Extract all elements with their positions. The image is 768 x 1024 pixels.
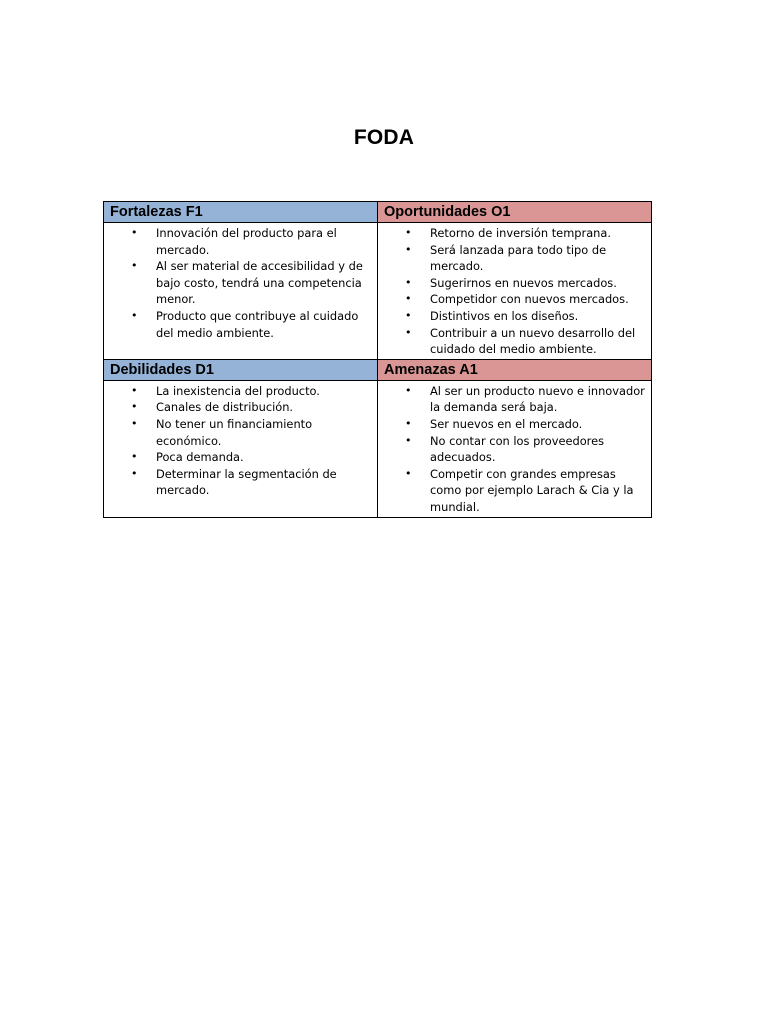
bullet-icon: • — [131, 383, 138, 397]
fortalezas-cell — [104, 223, 378, 360]
fortalezas-list — [104, 223, 377, 342]
bullet-icon: • — [131, 450, 138, 464]
bullet-icon: • — [405, 325, 412, 339]
bullet-icon: • — [405, 226, 412, 239]
bullet-icon: • — [131, 416, 138, 430]
bullet-icon: • — [405, 292, 412, 306]
bullet-icon: • — [131, 226, 138, 239]
content-row-bottom — [104, 380, 652, 517]
bullet-icon: • — [405, 383, 412, 397]
list-item: • La inexistencia del producto. — [131, 383, 320, 398]
oportunidades-list — [378, 223, 651, 359]
header-row-top — [104, 202, 652, 223]
bullet-icon: • — [131, 308, 138, 322]
list-item: • Canales de distribución. — [131, 400, 294, 415]
oportunidades-cell — [378, 223, 652, 360]
debilidades-heading: Debilidades D1 — [104, 359, 378, 380]
list-item: • Innovación del producto para el mercado. — [131, 226, 337, 257]
bullet-icon: • — [131, 466, 138, 480]
list-item: • Ser nuevos en el mercado. — [405, 416, 583, 431]
list-item: • No tener un financiamiento económico. — [131, 416, 313, 448]
list-item: • Al ser material de accesibilidad y de bajo costo, tendrá una competencia menor. — [131, 259, 363, 307]
list-item: • Distintivos en los diseños. — [405, 308, 579, 323]
oportunidades-heading: Oportunidades O1 — [378, 202, 652, 223]
bullet-icon: • — [405, 416, 412, 430]
list-item: • Contribuir a un nuevo desarrollo del cuidado del medio ambiente. — [405, 325, 636, 357]
list-item: • Sugerirnos en nuevos mercados. — [405, 275, 617, 290]
debilidades-cell — [104, 380, 378, 517]
list-item: • Determinar la segmentación de mercado. — [131, 466, 337, 498]
list-item: • Retorno de inversión temprana. — [405, 226, 612, 240]
list-item: • Poca demanda. — [131, 450, 244, 465]
list-item: • No contar con los proveedores adecuados. — [405, 433, 605, 465]
page-title: FODA — [353, 126, 415, 149]
list-item: • Producto que contribuye al cuidado del medio ambiente. — [131, 308, 359, 340]
amenazas-list — [378, 381, 651, 517]
amenazas-cell — [378, 380, 652, 517]
list-item: • Al ser un producto nuevo e innovador la demanda será baja. — [405, 383, 645, 415]
list-item: • Competir con grandes empresas como por ejemplo Larach & Cia y la mundial. — [405, 466, 634, 514]
foda-table — [103, 201, 652, 518]
fortalezas-heading: Fortalezas F1 — [104, 202, 378, 223]
list-item: • Será lanzada para todo tipo de mercado. — [405, 242, 607, 274]
bullet-icon: • — [405, 433, 412, 447]
bullet-icon: • — [405, 308, 412, 322]
bullet-icon: • — [405, 242, 412, 256]
debilidades-list — [104, 381, 377, 500]
list-item: • Competidor con nuevos mercados. — [405, 292, 629, 307]
header-row-bottom — [104, 359, 652, 380]
content-row-top — [104, 223, 652, 360]
amenazas-heading: Amenazas A1 — [378, 359, 652, 380]
bullet-icon: • — [131, 400, 138, 414]
bullet-icon: • — [405, 275, 412, 289]
bullet-icon: • — [405, 466, 412, 480]
bullet-icon: • — [131, 259, 138, 273]
